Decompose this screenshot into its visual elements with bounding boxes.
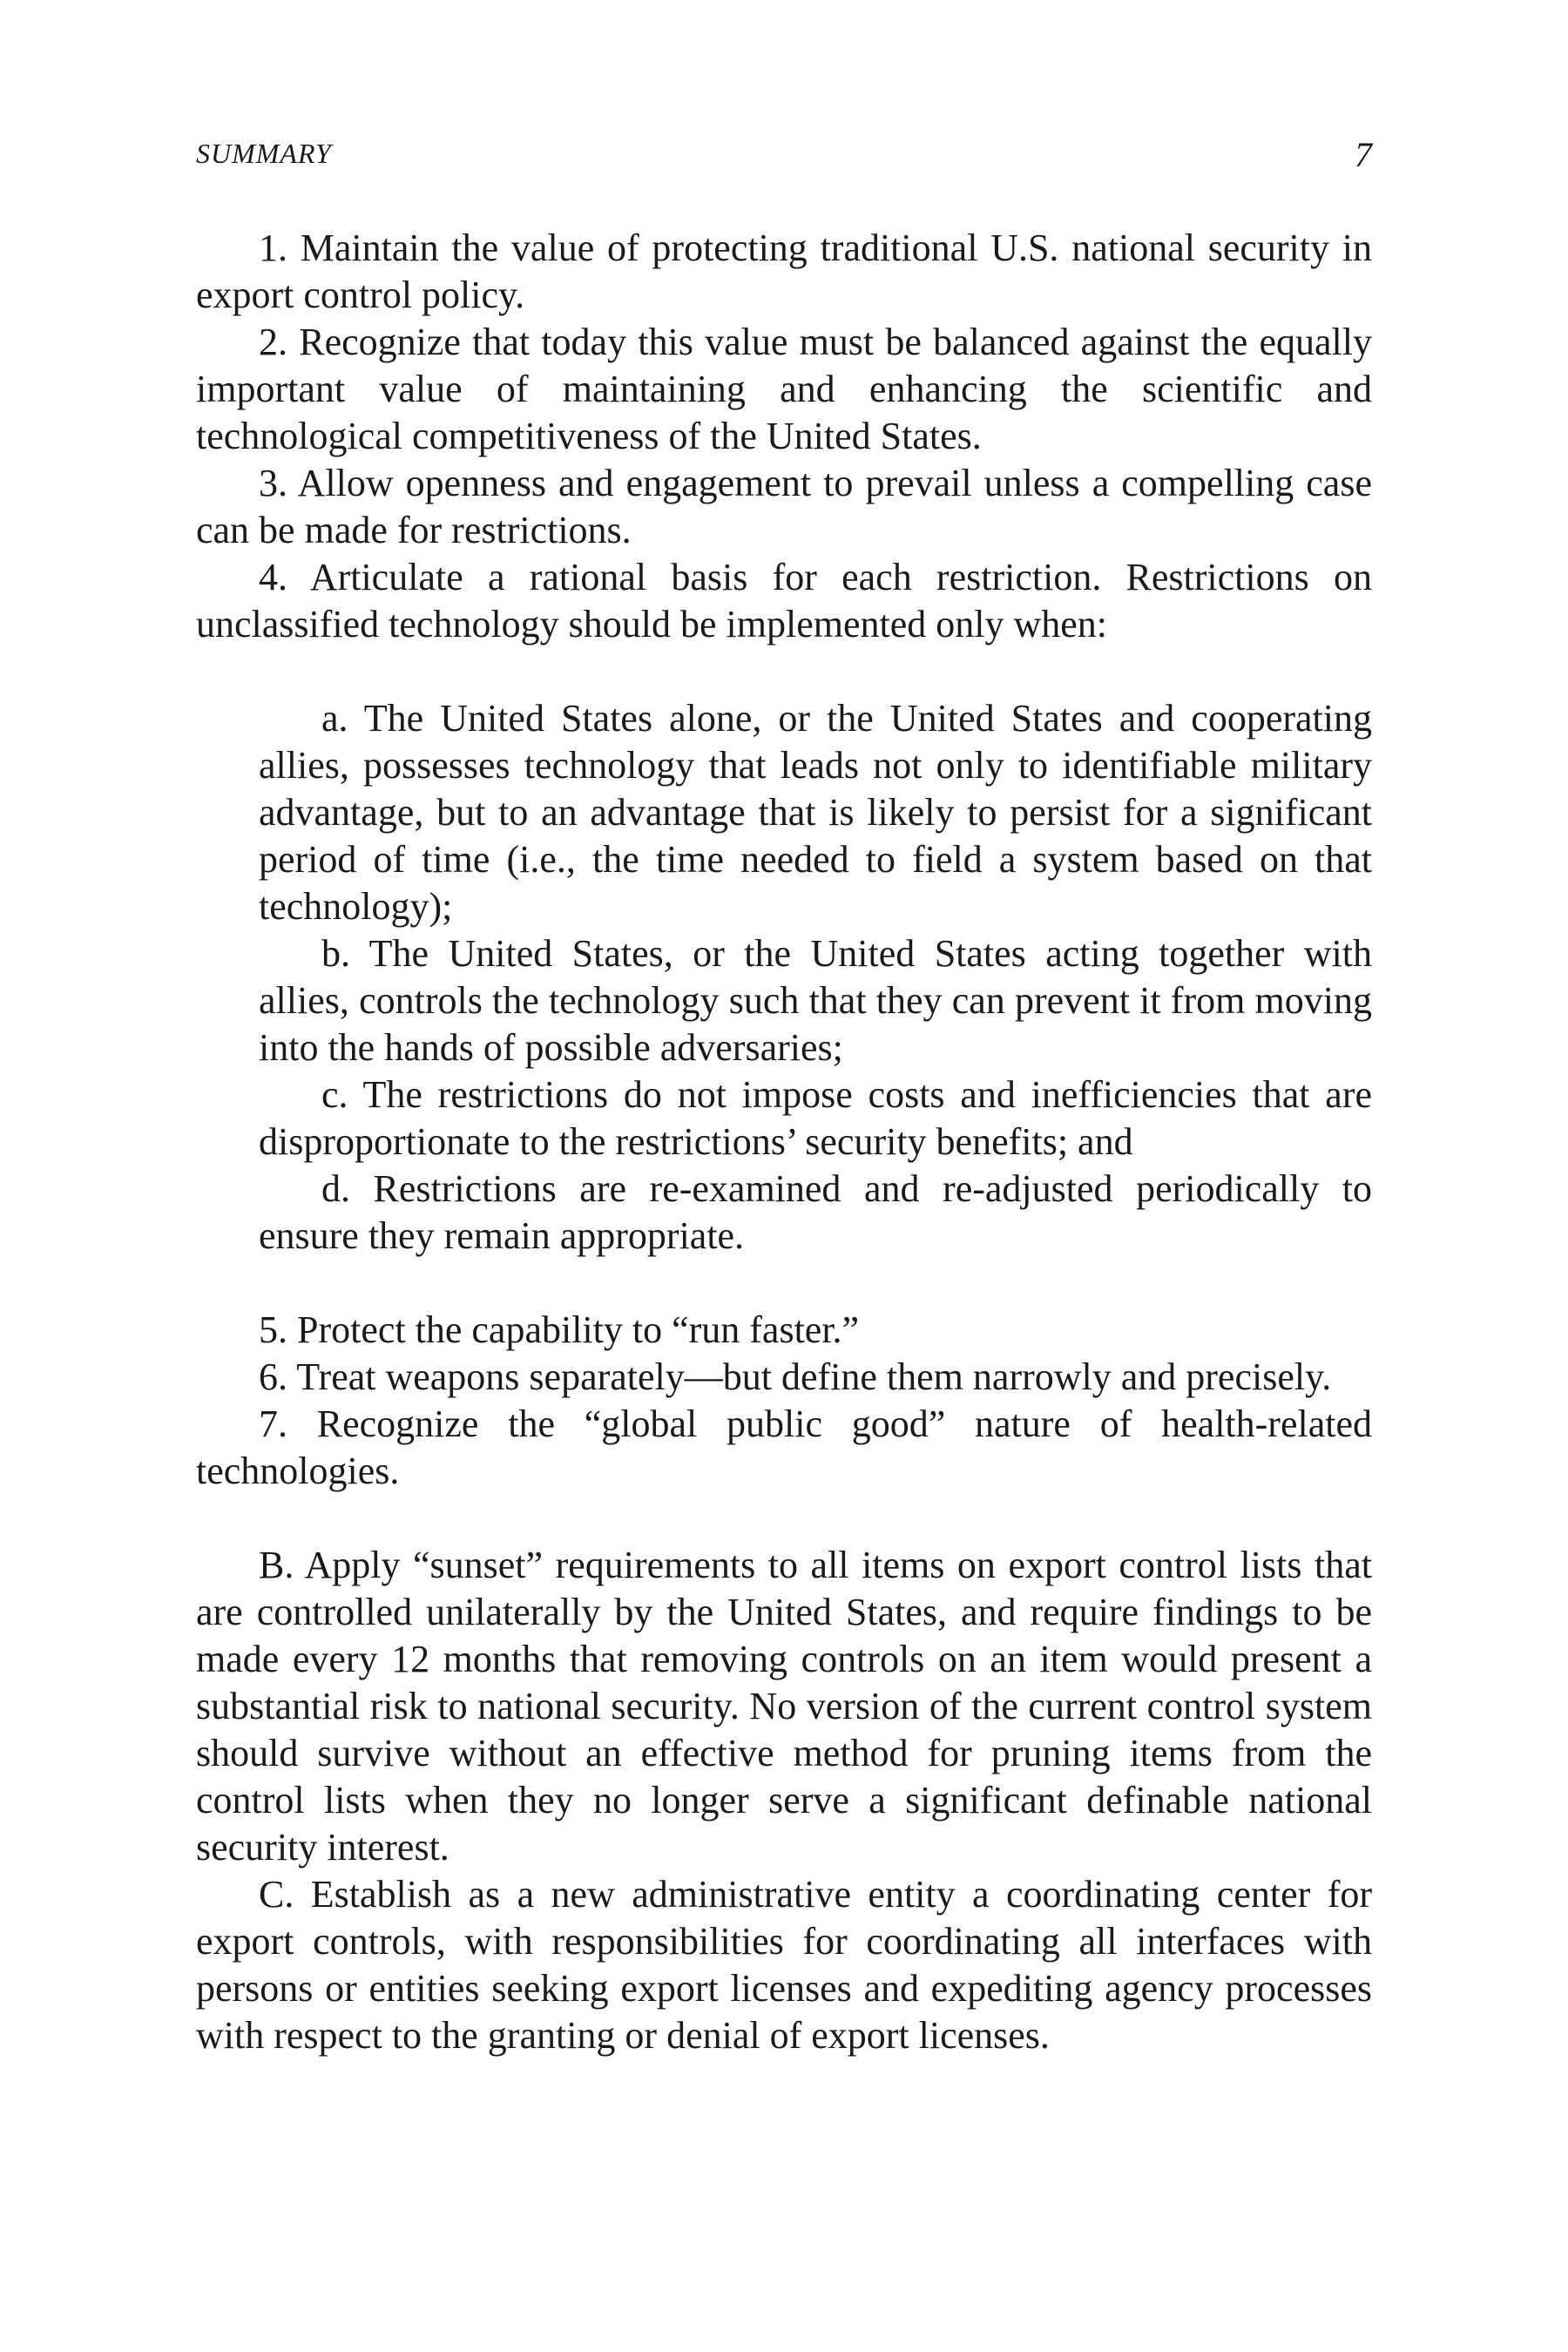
principle-7: 7. Recognize the “global public good” nature of health-related technologies. (196, 1402, 1372, 1492)
principle-6: 6. Treat weapons separately—but define them narrowly and precisely. (259, 1355, 1332, 1398)
principle-3: 3. Allow openness and engagement to prevail unless a compelling case can be made for restrictions. (196, 462, 1372, 551)
document-page (196, 0, 1372, 2352)
condition-b: b. The United States, or the United States acting together with allies, controls the technology such that they can prevent it from moving into the hands of possible adversaries; (259, 932, 1372, 1069)
body-text (196, 225, 1372, 2059)
recommendation-c: C. Establish as a new administrative entity a coordinating center for export controls, with responsibilities for coordinating all interfaces with persons or entities seeking export licenses and expediting agency processes with respect to the granting or denial of export licenses. (196, 1873, 1372, 2057)
principle-2: 2. Recognize that today this value must be balanced against the equally important value of maintaining and enhancing the scientific and technological competitiveness of the United States. (196, 321, 1372, 457)
running-head (196, 135, 1372, 181)
principle-5: 5. Protect the capability to “run faster.” (259, 1308, 860, 1351)
conditions-list (259, 695, 1372, 1260)
condition-c: c. The restrictions do not impose costs and inefficiencies that are disproportionate to the restrictions’ security benefits; and (259, 1073, 1372, 1163)
principle-4: 4. Articulate a rational basis for each restriction. Restrictions on unclassified technology should be implemented only when: (196, 556, 1372, 645)
condition-a: a. The United States alone, or the United States and cooperating allies, possesses technology that leads not only to identifiable military advantage, but to an advantage that is likely to persist for a significant period of time (i.e., the time needed to field a system based on that technology); (259, 697, 1372, 928)
running-title: SUMMARY (196, 138, 332, 169)
principle-1: 1. Maintain the value of protecting traditional U.S. national security in export control policy. (196, 226, 1372, 316)
page-number: 7 (1355, 135, 1372, 174)
recommendation-b: B. Apply “sunset” requirements to all items on export control lists that are controlled unilaterally by the United States, and require findings to be made every 12 months that removing controls on an item would present a substantial risk to national security. No version of the current control system should survive without an effective method for pruning items from the control lists when they no longer serve a significant definable national security interest. (196, 1544, 1372, 1869)
condition-d: d. Restrictions are re-examined and re-adjusted periodically to ensure they remain appropriate. (259, 1167, 1372, 1257)
